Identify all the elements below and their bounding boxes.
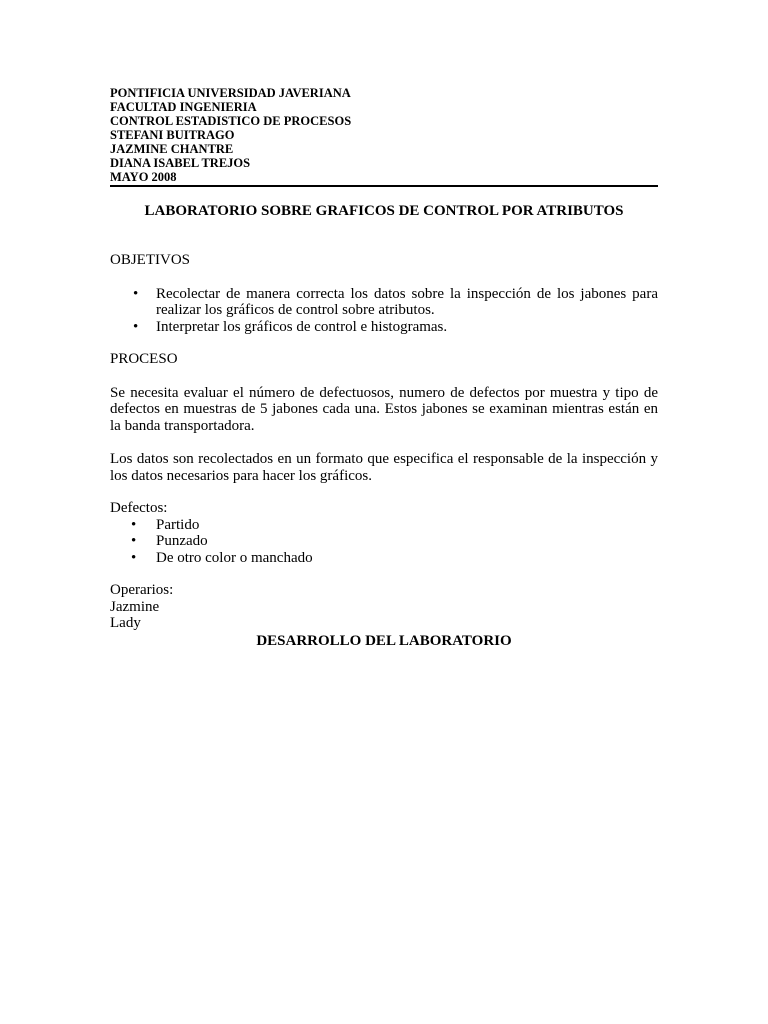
objetivos-list [110,286,658,336]
defectos-section [110,500,658,566]
list-item [110,517,658,534]
header-course: CONTROL ESTADISTICO DE PROCESOS [110,114,352,128]
proceso-section [110,351,658,484]
proceso-paragraph-2: Los datos son recolectados en un formato que especifica el responsable de la inspección y los datos necesarios para hacer los gráficos. [110,451,658,484]
bullet-icon: • [131,516,137,533]
bullet-icon: • [131,533,137,549]
list-item [110,286,658,319]
document-page [110,86,658,650]
list-item [110,533,658,550]
header-divider [110,185,658,187]
defectos-heading: Defectos: [110,500,168,516]
objetivo-text-2: Interpretar los gráficos de control e histogramas. [156,318,448,335]
proceso-heading: PROCESO [110,351,178,367]
document-title: LABORATORIO SOBRE GRAFICOS DE CONTROL POR ATRIBUTOS [144,203,624,219]
bullet-icon: • [133,285,139,302]
operarios-section [110,582,658,632]
desarrollo-title: DESARROLLO DEL LABORATORIO [256,632,512,649]
objetivo-text-1: Recolectar de manera correcta los datos sobre la inspección de los jabones para realizar los gráficos de control sobre atributos. [156,285,658,318]
operario-2: Lady [110,615,141,631]
operarios-heading: Operarios: [110,582,174,598]
document-header [110,86,658,184]
proceso-paragraph-1: Se necesita evaluar el número de defectuosos, numero de defectos por muestra y tipo de defectos en muestras de 5 jabones cada una. Estos jabones se examinan mientras están en la banda transportadora. [110,384,658,434]
bullet-icon: • [133,318,139,335]
header-author-3: DIANA ISABEL TREJOS [110,156,251,170]
objetivos-section [110,252,658,335]
defecto-punzado: Punzado [156,533,208,549]
header-author-2: JAZMINE CHANTRE [110,142,234,156]
operario-1: Jazmine [110,598,160,615]
list-item [110,550,658,567]
header-faculty: FACULTAD INGENIERIA [110,100,257,114]
objetivos-heading: OBJETIVOS [110,252,191,268]
defectos-list [110,517,658,567]
header-university: PONTIFICIA UNIVERSIDAD JAVERIANA [110,86,351,100]
defecto-partido: Partido [156,516,200,533]
defecto-color: De otro color o manchado [156,549,313,566]
header-date: MAYO 2008 [110,170,177,184]
header-author-1: STEFANI BUITRAGO [110,128,235,142]
bullet-icon: • [131,549,137,566]
list-item [110,319,658,336]
